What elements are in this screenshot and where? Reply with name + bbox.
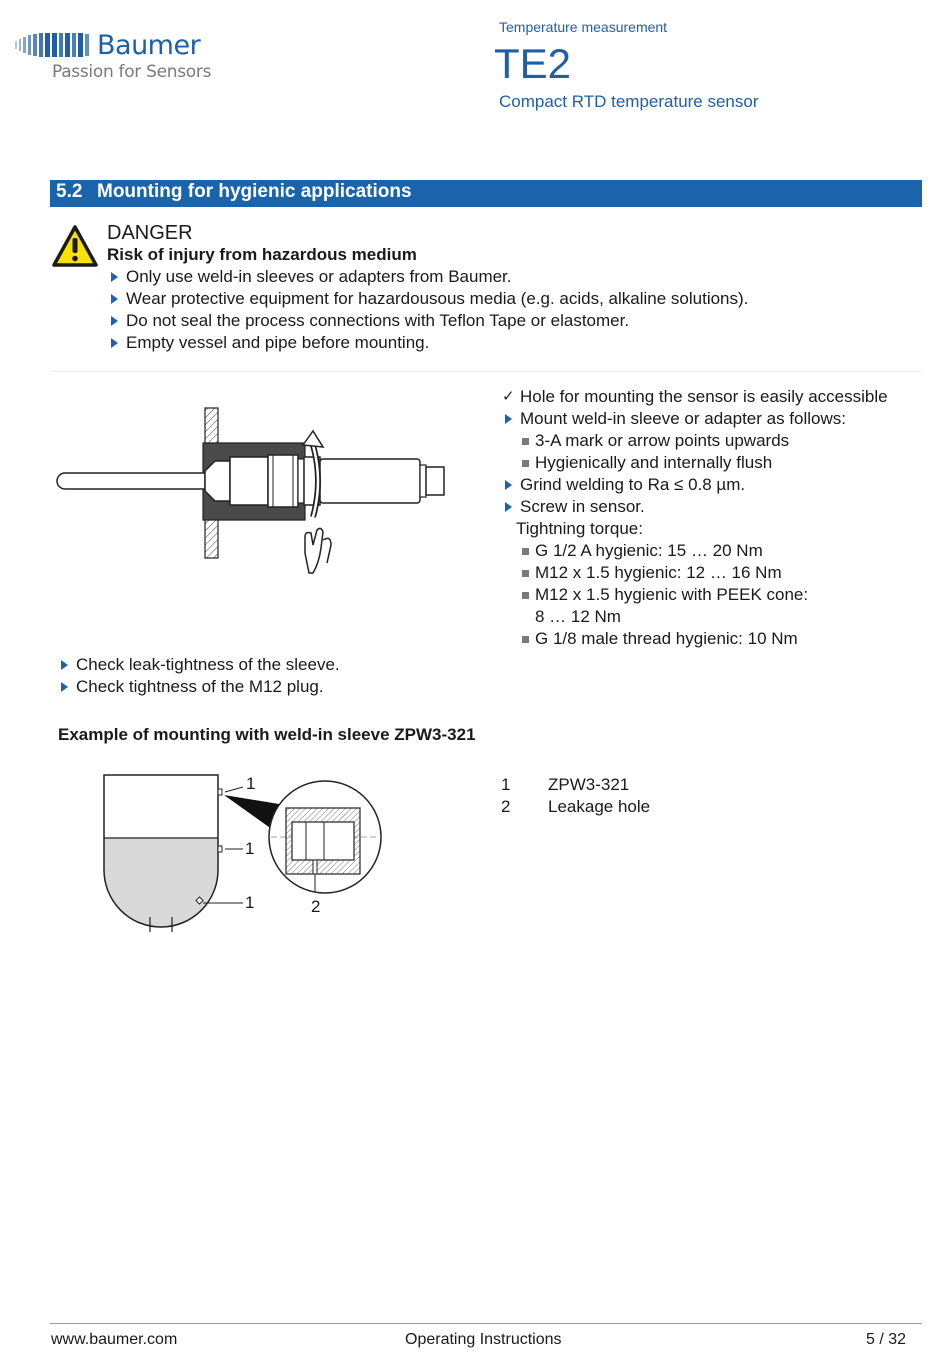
footer-document-title: Operating Instructions [405,1331,562,1348]
check-item: ✓ Hole for mounting the sensor is easily accessible [502,386,888,408]
footer-divider [50,1323,922,1324]
legend-text: ZPW3-321 [548,775,630,794]
warning-triangle-icon [51,224,99,268]
callout-label: 1 [245,839,255,858]
divider [50,371,922,372]
legend-number: 1 [501,775,511,794]
torque-label: Tightning torque: [516,519,643,538]
baumer-logo-mark-icon [15,33,93,57]
legend-text: Leakage hole [548,797,651,816]
section-heading-bar [50,180,922,207]
callout-label: 1 [246,774,256,793]
list-item: Do not seal the process connections with Teflon Tape or elastomer. [108,310,748,332]
check-list [58,654,340,698]
callout-label: 2 [311,897,321,916]
danger-title: DANGER [107,222,193,244]
list-item: Check leak-tightness of the sleeve. [58,654,340,676]
header-description: Compact RTD temperature sensor [499,92,759,111]
sub-list-item: M12 x 1.5 hygienic: 12 … 16 Nm [502,562,888,584]
section-number: 5.2 [56,181,83,202]
list-item: Check tightness of the M12 plug. [58,676,340,698]
list-item: Grind welding to Ra ≤ 0.8 µm. [502,474,888,496]
brand-tagline: Passion for Sensors [52,62,212,82]
sub-list-item: G 1/8 male thread hygienic: 10 Nm [502,628,888,650]
sub-list-item: G 1/2 A hygienic: 15 … 20 Nm [502,540,888,562]
sub-list-item: M12 x 1.5 hygienic with PEEK cone: [502,584,888,606]
danger-list [108,266,748,354]
mounting-steps-list [502,386,888,650]
section-title: Mounting for hygienic applications [97,181,412,202]
list-item: Empty vessel and pipe before mounting. [108,332,748,354]
example-title: Example of mounting with weld-in sleeve ZPW3-321 [58,725,476,744]
danger-subtitle: Risk of injury from hazardous medium [107,245,417,264]
footer-page-number: 5 / 32 [865,1331,906,1348]
sub-list-item: 3-A mark or arrow points upwards [502,430,888,452]
weld-in-sleeve-example-illustration [95,770,390,935]
sub-list-item-continuation: 8 … 12 Nm [535,607,621,626]
sensor-mounting-illustration [55,405,450,580]
list-item: Wear protective equipment for hazardousous media (e.g. acids, alkaline solutions). [108,288,748,310]
legend-number: 2 [501,797,511,816]
footer-website-link[interactable]: www.baumer.com [51,1331,178,1348]
callout-label: 1 [245,893,255,912]
list-item: Mount weld-in sleeve or adapter as follows: [502,408,888,430]
header-product: TE2 [494,40,572,87]
header-category: Temperature measurement [499,19,668,35]
sub-list-item: Hygienically and internally flush [502,452,888,474]
list-item: Screw in sensor. [502,496,888,518]
list-item: Only use weld-in sleeves or adapters from Baumer. [108,266,748,288]
brand-name: Baumer [97,30,201,61]
